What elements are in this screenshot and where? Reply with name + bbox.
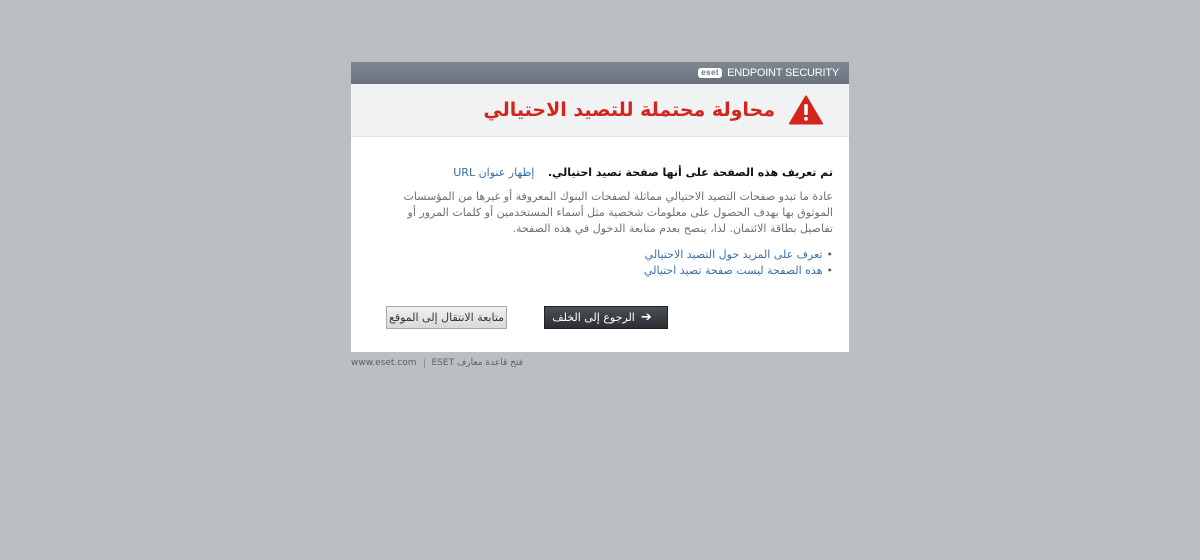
warning-triangle-icon [789,95,823,125]
info-links [391,247,833,279]
knowledge-base-link[interactable]: فتح قاعدة معارف ESET [431,358,523,368]
phishing-description: عادة ما تبدو صفحات التصيد الاحتيالي مماثلة لصفحات البنوك المعروفة أو غيرها من المؤسسات الموثوق بها بهدف الحصول على معلومات شخصية مثل أسماء المستخدمين أو كلمات المرور أو تفاصيل بطاقة الائتمان. لذا، ينصح بعدم متابعة الدخول في هذه الصفحة. [403,190,833,235]
list-item [391,247,833,263]
warning-header [351,84,849,137]
eset-logo: eset [698,68,722,78]
product-header-bar [351,62,849,84]
page-footer [351,356,523,370]
eset-website-link[interactable]: www.eset.com [351,358,417,368]
phishing-warning-panel [351,62,849,352]
not-phishing-link[interactable]: هذه الصفحة ليست صفحة تصيد احتيالي [643,264,823,277]
continue-to-site-button[interactable]: متابعة الانتقال إلى الموقع [386,306,507,329]
warning-content [351,137,849,279]
bullet-icon: • [826,264,833,277]
go-back-label: الرجوع إلى الخلف [552,311,635,324]
lead-text: تم تعريف هذه الصفحة على أنها صفحة تصيد احتيالي. [547,166,833,179]
footer-divider [424,359,425,368]
bullet-icon: • [826,248,833,261]
action-buttons [351,306,849,330]
arrow-right-icon: ➔ [640,310,652,325]
show-url-link[interactable]: إظهار عنوان URL [453,166,535,179]
warning-title: محاولة محتملة للتصيد الاحتيالي [483,99,775,121]
go-back-button[interactable] [544,306,668,329]
learn-more-link[interactable]: تعرف على المزيد حول التصيد الاحتيالي [644,248,823,261]
lead-message [391,165,833,181]
product-brand [698,67,839,79]
product-name: ENDPOINT SECURITY [727,67,839,79]
list-item [391,263,833,279]
